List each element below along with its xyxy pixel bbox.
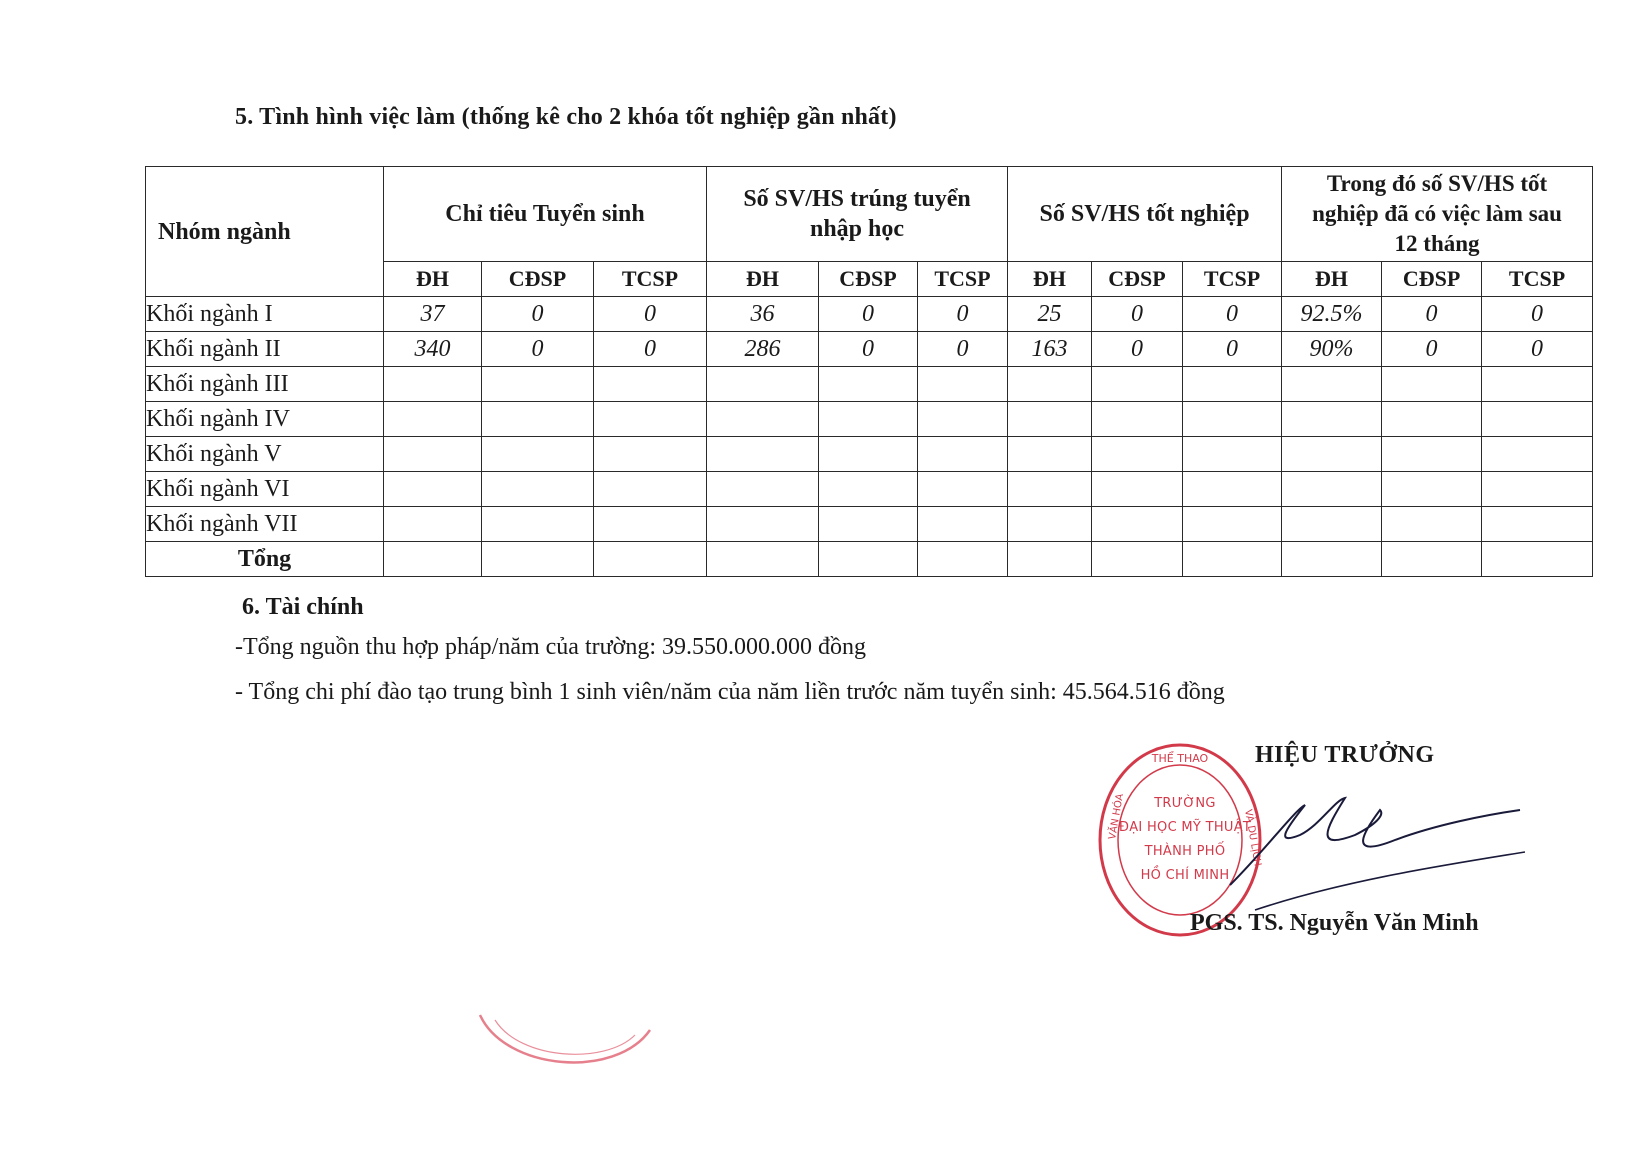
value-cell	[594, 437, 707, 472]
table-row	[146, 297, 1593, 332]
subheader-cell: ĐH	[707, 262, 819, 297]
value-cell	[1482, 437, 1593, 472]
value-cell	[918, 367, 1008, 402]
value-cell	[482, 367, 594, 402]
header-quota: Chỉ tiêu Tuyển sinh	[384, 167, 707, 262]
value-cell	[1008, 542, 1092, 577]
value-cell	[384, 542, 482, 577]
value-cell	[707, 542, 819, 577]
value-cell	[1282, 367, 1382, 402]
value-cell	[918, 507, 1008, 542]
subheader-cell: CĐSP	[1092, 262, 1183, 297]
table-header-row	[146, 167, 1593, 262]
table-row	[146, 542, 1593, 577]
value-cell	[482, 542, 594, 577]
value-cell	[594, 402, 707, 437]
table-body	[146, 297, 1593, 577]
value-cell	[819, 437, 918, 472]
value-cell: 0	[1482, 297, 1593, 332]
value-cell	[1482, 472, 1593, 507]
value-cell: 0	[1092, 297, 1183, 332]
value-cell	[1183, 402, 1282, 437]
value-cell	[918, 437, 1008, 472]
partial-seal-imprint	[475, 1010, 655, 1090]
value-cell	[482, 472, 594, 507]
header-admitted: Số SV/HS trúng tuyển nhập học	[707, 167, 1008, 262]
value-cell: 37	[384, 297, 482, 332]
value-cell	[1183, 437, 1282, 472]
subheader-cell: CĐSP	[819, 262, 918, 297]
value-cell	[1183, 472, 1282, 507]
value-cell	[1008, 367, 1092, 402]
value-cell: 25	[1008, 297, 1092, 332]
subheader-cell: CĐSP	[482, 262, 594, 297]
value-cell	[819, 542, 918, 577]
value-cell	[1382, 472, 1482, 507]
value-cell	[1183, 507, 1282, 542]
value-cell	[1482, 507, 1593, 542]
value-cell	[1482, 402, 1593, 437]
finance-avg-cost: - Tổng chi phí đào tạo trung bình 1 sinh viên/năm của năm liền trước năm tuyển sinh: 45.564.516 đồng	[235, 679, 1225, 705]
subheader-cell: CĐSP	[1382, 262, 1482, 297]
value-cell: 0	[1183, 297, 1282, 332]
value-cell	[482, 402, 594, 437]
value-cell	[1008, 472, 1092, 507]
seal-line: THÀNH PHỐ	[1144, 844, 1226, 859]
value-cell: 340	[384, 332, 482, 367]
value-cell	[482, 507, 594, 542]
value-cell	[1008, 402, 1092, 437]
value-cell	[482, 437, 594, 472]
value-cell	[384, 507, 482, 542]
signer-name: PGS. TS. Nguyễn Văn Minh	[1190, 910, 1479, 936]
value-cell	[707, 367, 819, 402]
subheader-cell: TCSP	[1183, 262, 1282, 297]
table-row	[146, 367, 1593, 402]
handwritten-signature	[1225, 790, 1525, 920]
table-row	[146, 402, 1593, 437]
subheader-cell: ĐH	[384, 262, 482, 297]
svg-text:VĂN HÓA: VĂN HÓA	[1107, 792, 1127, 841]
value-cell: 0	[1382, 332, 1482, 367]
value-cell	[1482, 367, 1593, 402]
value-cell: 0	[594, 332, 707, 367]
value-cell	[384, 437, 482, 472]
value-cell: 90%	[1282, 332, 1382, 367]
value-cell	[594, 367, 707, 402]
svg-text:THỂ THAO: THỂ THAO	[1151, 752, 1209, 765]
value-cell	[1382, 507, 1482, 542]
value-cell	[819, 402, 918, 437]
table-row	[146, 472, 1593, 507]
value-cell	[1092, 507, 1183, 542]
value-cell	[707, 402, 819, 437]
value-cell	[1008, 437, 1092, 472]
group-cell: Khối ngành I	[146, 297, 384, 332]
seal-line: ĐẠI HỌC MỸ THUẬT	[1118, 820, 1252, 835]
value-cell	[384, 367, 482, 402]
value-cell	[819, 507, 918, 542]
section-6-title: 6. Tài chính	[242, 594, 364, 620]
table-row	[146, 507, 1593, 542]
group-cell: Tổng	[146, 542, 384, 577]
value-cell: 36	[707, 297, 819, 332]
value-cell	[1282, 437, 1382, 472]
header-group: Nhóm ngành	[146, 167, 384, 297]
value-cell	[594, 542, 707, 577]
value-cell	[918, 472, 1008, 507]
employment-table	[145, 166, 1593, 577]
group-cell: Khối ngành III	[146, 367, 384, 402]
value-cell	[918, 542, 1008, 577]
subheader-cell: ĐH	[1008, 262, 1092, 297]
value-cell: 0	[819, 297, 918, 332]
value-cell	[1092, 367, 1183, 402]
value-cell	[1092, 402, 1183, 437]
signature-title: HIỆU TRƯỞNG	[1255, 742, 1435, 768]
group-cell: Khối ngành IV	[146, 402, 384, 437]
table-row	[146, 332, 1593, 367]
value-cell: 163	[1008, 332, 1092, 367]
value-cell	[1382, 542, 1482, 577]
value-cell	[1282, 542, 1382, 577]
value-cell: 0	[918, 297, 1008, 332]
value-cell: 0	[1183, 332, 1282, 367]
value-cell	[707, 507, 819, 542]
value-cell: 0	[1482, 332, 1593, 367]
finance-total-revenue: -Tổng nguồn thu hợp pháp/năm của trường: 39.550.000.000 đồng	[235, 634, 866, 660]
value-cell	[819, 472, 918, 507]
group-cell: Khối ngành VI	[146, 472, 384, 507]
table-row	[146, 437, 1593, 472]
value-cell: 0	[918, 332, 1008, 367]
value-cell	[1282, 402, 1382, 437]
value-cell: 0	[594, 297, 707, 332]
value-cell	[918, 402, 1008, 437]
seal-line: TRƯỜNG	[1154, 796, 1216, 811]
value-cell: 0	[482, 297, 594, 332]
value-cell	[1282, 507, 1382, 542]
group-cell: Khối ngành V	[146, 437, 384, 472]
header-graduated: Số SV/HS tốt nghiệp	[1008, 167, 1282, 262]
value-cell	[1382, 402, 1482, 437]
subheader-cell: ĐH	[1282, 262, 1382, 297]
value-cell	[1482, 542, 1593, 577]
value-cell: 92.5%	[1282, 297, 1382, 332]
header-employed: Trong đó số SV/HS tốt nghiệp đã có việc làm sau 12 tháng	[1282, 167, 1593, 262]
value-cell	[384, 402, 482, 437]
value-cell: 286	[707, 332, 819, 367]
value-cell	[1183, 542, 1282, 577]
value-cell	[1092, 437, 1183, 472]
value-cell	[1092, 472, 1183, 507]
subheader-cell: TCSP	[918, 262, 1008, 297]
value-cell	[384, 472, 482, 507]
group-cell: Khối ngành II	[146, 332, 384, 367]
value-cell	[1008, 507, 1092, 542]
value-cell	[594, 472, 707, 507]
value-cell	[707, 437, 819, 472]
group-cell: Khối ngành VII	[146, 507, 384, 542]
value-cell	[819, 367, 918, 402]
subheader-cell: TCSP	[594, 262, 707, 297]
value-cell	[1092, 542, 1183, 577]
value-cell	[707, 472, 819, 507]
value-cell: 0	[1382, 297, 1482, 332]
value-cell	[1382, 367, 1482, 402]
section-5-title: 5. Tình hình việc làm (thống kê cho 2 khóa tốt nghiệp gần nhất)	[235, 104, 897, 130]
value-cell	[1382, 437, 1482, 472]
value-cell: 0	[1092, 332, 1183, 367]
value-cell	[1282, 472, 1382, 507]
value-cell	[1183, 367, 1282, 402]
value-cell	[594, 507, 707, 542]
svg-text:VÀ DU LỊCH: VÀ DU LỊCH	[1242, 808, 1263, 868]
value-cell: 0	[482, 332, 594, 367]
seal-line: HỒ CHÍ MINH	[1140, 868, 1230, 883]
subheader-cell: TCSP	[1482, 262, 1593, 297]
value-cell: 0	[819, 332, 918, 367]
